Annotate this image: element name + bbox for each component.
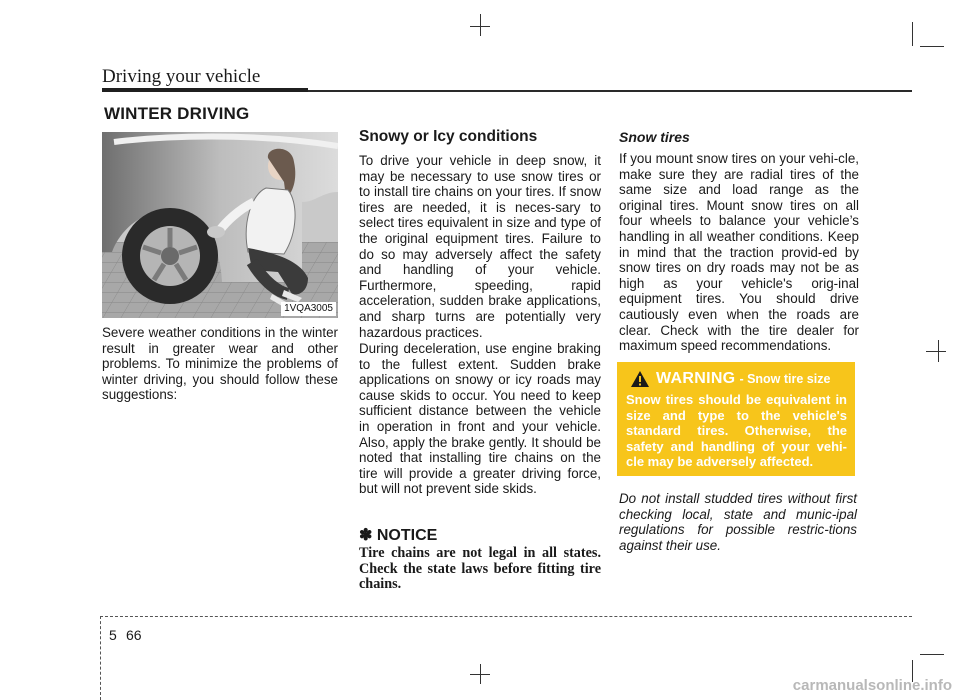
header-rule [308,90,912,92]
snowy-icy-paragraph-1: To drive your vehicle in deep snow, it may be necessary to use snow tires or to install tire chains on your tires. If snow tires are needed, it is neces-sary to select tires equivalent in size and type of the original equipment tires. Failure to do so may adversely affect the safety and handling of your vehicle. Furthermore, speeding, rapid acceleration, sudden brake applications, and sharp turns are potentially very hazardous practices. [359,153,601,340]
footer-vertical-rule [100,616,101,700]
section-title: WINTER DRIVING [104,104,250,123]
warning-triangle-icon [630,370,650,388]
figure-code: 1VQA3005 [281,302,336,316]
winter-intro-paragraph: Severe weather conditions in the winter result in greater wear and other problems. To minimize the problems of winter driving, you should follow these suggestions: [102,325,338,403]
footer-rule [100,616,912,617]
snow-tires-paragraph: If you mount snow tires on your vehi-cle, make sure they are radial tires of the same size and load range as the original tires. Mount snow tires on all four wheels to balance your vehicle’s handling in all weather conditions. Keep in mind that the traction provid-ed by snow tires on dry roads may not be as high as your vehicle's orig-inal equipment tires. You should drive cautiously even when the roads are clear. Check with the tire dealer for maximum speed recommendations. [619,151,859,354]
warning-box-snow-tire-size [617,362,855,476]
page-number: 66 [126,627,142,643]
warning-subtitle: - Snow tire size [739,372,831,386]
running-head-title: Driving your vehicle [102,66,261,87]
crop-mark-bottomright-horizontal [920,654,944,655]
illustration-svg [102,132,338,318]
crop-mark-top-vertical [480,14,481,36]
warning-header [630,370,847,388]
crop-mark-top-horizontal [470,26,490,27]
snowy-icy-paragraph-2: During deceleration, use engine braking to the fullest extent. Sudden brake applications on snowy or icy roads may cause skids to occur. You need to keep sufficient distance between the vehicle in operation in front and your vehicle. Also, apply the brake gently. It should be noted that installing tire chains on the tire will provide a greater driving force, but will not prevent side skids. [359,341,601,497]
notice-title: ✽ NOTICE [359,527,438,544]
chapter-number: 5 [109,627,117,643]
snowy-icy-heading: Snowy or Icy conditions [359,128,538,145]
crop-mark-right-horizontal [926,351,946,352]
illustration-tire-change [102,132,338,318]
crop-mark-topright-horizontal [920,46,944,47]
snow-tires-heading: Snow tires [619,129,690,145]
crop-mark-bottom-horizontal [470,674,490,675]
warning-text: Snow tires should be equivalent in size and type to the vehicle's standard tires. Otherwise, the safety and handling of your vehi-cle may be adversely affected. [626,392,847,470]
notice-text: Tire chains are not legal in all states. Check the state laws before fitting tire chains. [359,545,601,593]
studded-tires-note: Do not install studded tires without first checking local, state and munic-ipal regulations for possible restric-tions against their use. [619,491,857,553]
crop-mark-topright-vertical [912,22,913,46]
header-rule-dark [102,88,308,92]
warning-label: WARNING [656,370,736,387]
watermark: carmanualsonline.info [792,677,952,694]
